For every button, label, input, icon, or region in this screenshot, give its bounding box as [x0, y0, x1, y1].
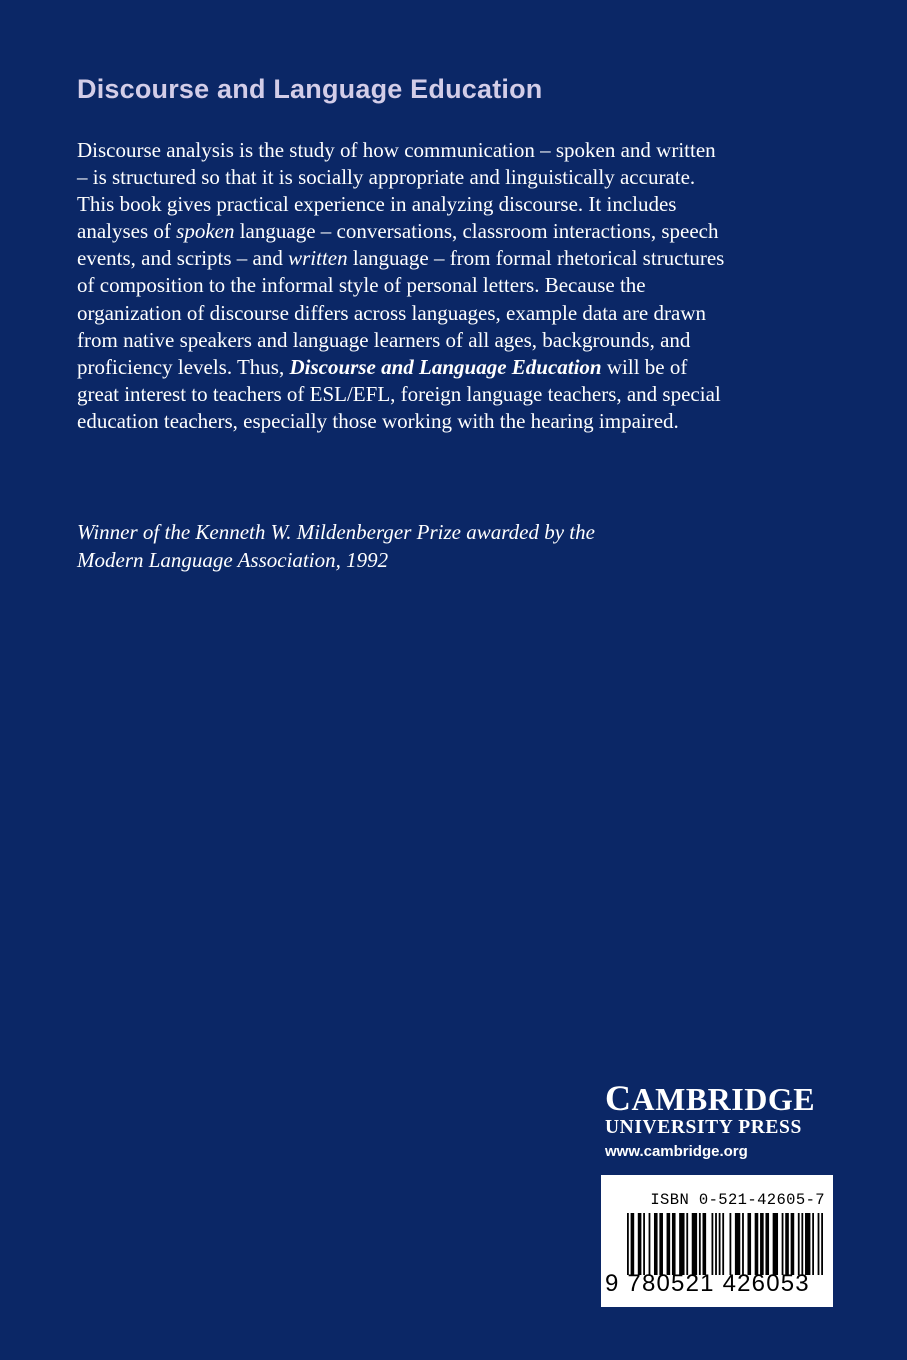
award-note — [77, 518, 717, 574]
barcode-bar — [692, 1213, 697, 1275]
barcode-bar — [686, 1213, 688, 1275]
barcode-bar — [699, 1213, 701, 1275]
barcode-bar — [679, 1213, 684, 1275]
barcode-bar — [765, 1213, 769, 1275]
description-part-3: language – from formal rhetorical structures of composition to the informal style of personal letters. Because the organization of discourse differs across languages, example data are drawn from native speakers and language learners of all ages, backgrounds, and proficiency levels. Thus, — [77, 246, 725, 379]
barcode-bar — [755, 1213, 759, 1275]
barcode-bar — [742, 1213, 744, 1275]
barcode-bar — [627, 1213, 629, 1275]
award-line-1: Winner of the Kenneth W. Mildenberger Prize awarded by the — [77, 520, 595, 544]
barcode-bar — [735, 1213, 740, 1275]
barcode-bar — [722, 1213, 724, 1275]
barcode-bar — [654, 1213, 658, 1275]
description-part-2: language – conversations, classroom interactions, speech events, and scripts – and — [77, 219, 719, 271]
book-title: Discourse and Language Education — [77, 74, 543, 104]
award-line-2: Modern Language Association, 1992 — [77, 548, 389, 572]
isbn-barcode — [601, 1175, 833, 1307]
barcode-bar — [791, 1213, 795, 1275]
publisher-name — [605, 1080, 837, 1117]
description-part-4: will be of great interest to teachers of ESL/EFL, foreign language teachers, and special education teachers, especially those working with the hearing impaired. — [77, 354, 721, 433]
barcode-bar — [760, 1213, 764, 1275]
barcode-bar — [638, 1213, 642, 1275]
barcode-bar — [812, 1213, 814, 1275]
barcode-bar — [703, 1213, 707, 1275]
barcode-bar — [712, 1213, 714, 1275]
barcode-bar — [667, 1213, 671, 1275]
description-part-1: Discourse analysis is the study of how communication – spoken and written – is structured so that it is socially appropriate and linguistically accurate. This book gives practical experience in analyzing discourse. It includes analyses of — [77, 138, 716, 244]
barcode-bar — [782, 1213, 784, 1275]
barcode-bar — [631, 1213, 635, 1275]
barcode-bar — [805, 1213, 810, 1275]
title-reference: Discourse and Language Education — [289, 354, 602, 379]
publisher-name-initial: C — [605, 1078, 632, 1118]
barcode-bar — [785, 1213, 789, 1275]
publisher-subtitle: UNIVERSITY PRESS — [605, 1117, 802, 1138]
book-description — [77, 137, 727, 435]
barcode-bar — [747, 1213, 751, 1275]
emphasis-spoken: spoken — [176, 219, 235, 244]
barcode-bar — [773, 1213, 778, 1275]
barcode-bar — [818, 1213, 820, 1275]
barcode-bar — [730, 1213, 732, 1275]
publisher-name-rest: AMBRIDGE — [631, 1081, 816, 1117]
barcode-bar — [672, 1213, 676, 1275]
barcode-bar — [715, 1213, 717, 1275]
barcode-bar — [798, 1213, 800, 1275]
barcode-bar — [659, 1213, 663, 1275]
barcode-bar — [643, 1213, 645, 1275]
publisher-logo — [605, 1080, 837, 1163]
barcode-bar — [821, 1213, 823, 1275]
barcode-bar — [719, 1213, 721, 1275]
emphasis-written: written — [288, 246, 348, 271]
barcode-bars — [627, 1213, 823, 1275]
publisher-url: www.cambridge.org — [605, 1143, 748, 1160]
barcode-bar — [649, 1213, 651, 1275]
barcode-bar — [801, 1213, 803, 1275]
isbn-number: ISBN 0-521-42605-7 — [650, 1191, 825, 1209]
ean-number: 9 780521 426053 — [605, 1270, 810, 1297]
